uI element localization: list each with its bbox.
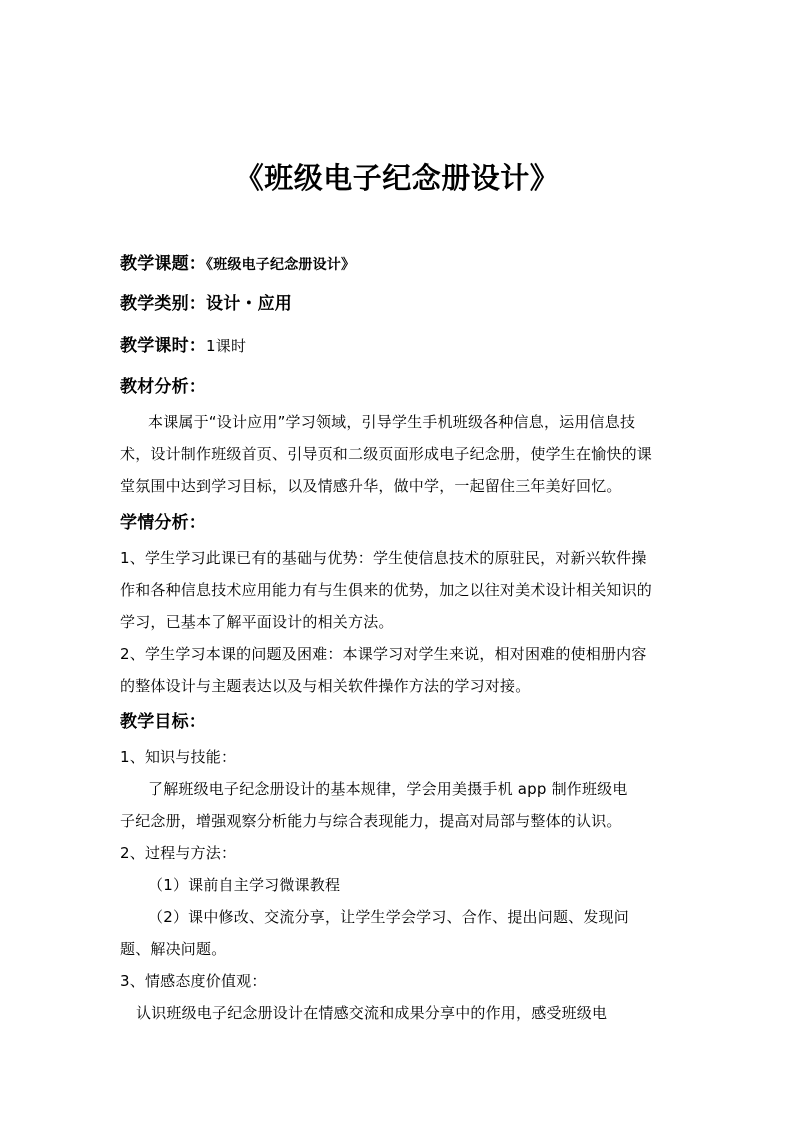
hours-label: 教学课时：: [120, 336, 206, 356]
goals-line: 了解班级电子纪念册设计的基本规律，学会用美摄手机 app 制作班级电: [148, 780, 628, 798]
students-line: 学习，已基本了解平面设计的相关方法。: [120, 613, 394, 631]
topic-row: [120, 253, 680, 276]
goals-line: 子纪念册，增强观察分析能力与综合表现能力，提高对局部与整体的认识。: [120, 812, 622, 830]
students-line: 2、学生学习本课的问题及困难：本课学习对学生来说，相对困难的使相册内容: [120, 645, 647, 663]
document-title: 《班级电子纪念册设计》: [234, 161, 560, 195]
students-line: 作和各种信息技术应用能力有与生俱来的优势，加之以往对美术设计相关知识的: [120, 581, 653, 599]
hours-value: 1课时: [206, 337, 247, 355]
category-label: 教学类别：: [120, 294, 206, 314]
goals-line: （2）课中修改、交流分享，让学生学会学习、合作、提出问题、发现问: [148, 908, 629, 926]
students-heading: 学情分析：: [120, 513, 206, 533]
goals-line: 2、过程与方法：: [120, 844, 237, 862]
material-line: 术，设计制作班级首页、引导页和二级页面形成电子纪念册，使学生在愉快的课: [120, 445, 653, 463]
students-line: 的整体设计与主题表达以及与相关软件操作方法的学习对接。: [120, 677, 531, 695]
category-row: [120, 293, 680, 315]
goals-line: （1）课前自主学习微课教程: [148, 876, 341, 894]
goals-line: 3、情感态度价值观：: [120, 972, 267, 990]
students-line: 1、学生学习此课已有的基础与优势：学生使信息技术的原驻民，对新兴软件操: [120, 549, 647, 567]
material-heading: 教材分析：: [120, 377, 206, 397]
goals-line: 认识班级电子纪念册设计在情感交流和成果分享中的作用，感受班级电: [136, 1004, 608, 1022]
category-value: 设计・应用: [206, 294, 292, 314]
material-line: 堂氛围中达到学习目标，以及情感升华，做中学，一起留住三年美好回忆。: [120, 477, 622, 495]
goals-line: 1、知识与技能：: [120, 748, 237, 766]
topic-value: 《班级电子纪念册设计》: [206, 257, 356, 273]
material-line: 本课属于“设计应用”学习领域，引导学生手机班级各种信息，运用信息技: [148, 413, 636, 431]
topic-label: 教学课题：: [120, 254, 206, 274]
goals-line: 题、解决问题。: [120, 940, 227, 958]
hours-row: [120, 335, 680, 357]
goals-heading: 教学目标：: [120, 712, 206, 732]
